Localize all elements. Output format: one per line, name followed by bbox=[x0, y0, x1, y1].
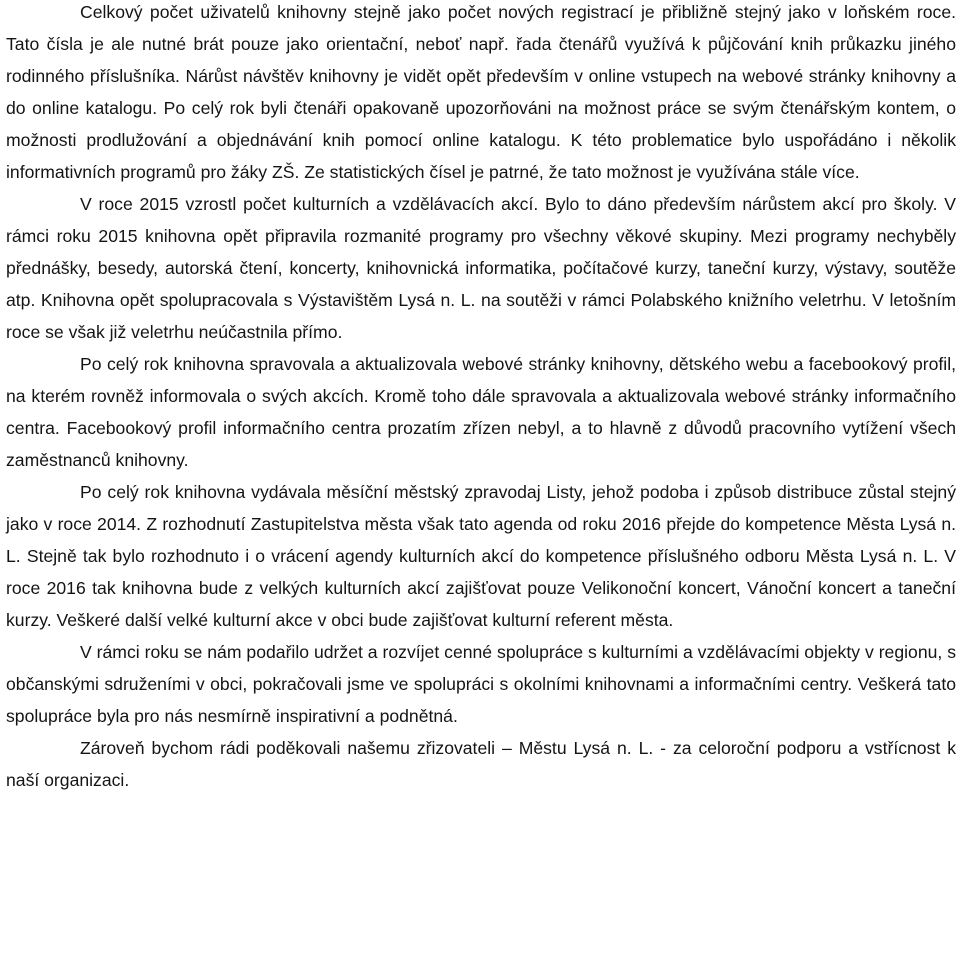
paragraph-web-management: Po celý rok knihovna spravovala a aktualizovala webové stránky knihovny, dětského webu a facebookový profil, na kterém rovněž informovala o svých akcích. Kromě toho dále spravovala a aktualizovala webové stránky informačního centra. Facebookový profil informačního centra prozatím zřízen nebyl, a to hlavně z důvodů pracovního vytížení všech zaměstnanců knihovny. bbox=[6, 354, 956, 470]
paragraph-acknowledgement: Zároveň bychom rádi poděkovali našemu zřizovateli – Městu Lysá n. L. - za celoroční podporu a vstřícnost k naší organizaci. bbox=[6, 738, 956, 790]
paragraph-user-statistics: Celkový počet uživatelů knihovny stejně jako počet nových registrací je přibližně stejný jako v loňském roce. Tato čísla je ale nutné brát pouze jako orientační, neboť např. řada čtenářů využívá k půjčování knih průkazku jiného rodinného příslušníka. Nárůst návštěv knihovny je vidět opět především v online vstupech na webové stránky knihovny a do online katalogu. Po celý rok byli čtenáři opakovaně upozorňováni na možnost práce se svým čtenářským kontem, o možnosti prodlužování a objednávání knih pomocí online katalogu. K této problematice bylo uspořádáno i několik informativních programů pro žáky ZŠ. Ze statistických čísel je patrné, že tato možnost je využívána stále více. bbox=[6, 2, 956, 182]
paragraph-cultural-events: V roce 2015 vzrostl počet kulturních a vzdělávacích akcí. Bylo to dáno především nárůstem akcí pro školy. V rámci roku 2015 knihovna opět připravila rozmanité programy pro všechny věkové skupiny. Mezi programy nechyběly přednášky, besedy, autorská čtení, koncerty, knihovnická informatika, počítačové kurzy, taneční kurzy, výstavy, soutěže atp. Knihovna opět spolupracovala s Výstavištěm Lysá n. L. na soutěži v rámci Polabského knižního veletrhu. V letošním roce se však již veletrhu neúčastnila přímo. bbox=[6, 194, 956, 342]
paragraph-cooperation: V rámci roku se nám podařilo udržet a rozvíjet cenné spolupráce s kulturními a vzdělávacími objekty v regionu, s občanskými sdruženími v obci, pokračovali jsme ve spolupráci s okolními knihovnami a informačními centry. Veškerá tato spolupráce byla pro nás nesmírně inspirativní a podnětná. bbox=[6, 642, 956, 726]
paragraph-newsletter: Po celý rok knihovna vydávala měsíční městský zpravodaj Listy, jehož podoba i způsob distribuce zůstal stejný jako v roce 2014. Z rozhodnutí Zastupitelstva města však tato agenda od roku 2016 přejde do kompetence Města Lysá n. L. Stejně tak bylo rozhodnuto i o vrácení agendy kulturních akcí do kompetence příslušného odboru Města Lysá n. L. V roce 2016 tak knihovna bude z velkých kulturních akcí zajišťovat pouze Velikonoční koncert, Vánoční koncert a taneční kurzy. Veškeré další velké kulturní akce v obci bude zajišťovat kulturní referent města. bbox=[6, 482, 956, 630]
